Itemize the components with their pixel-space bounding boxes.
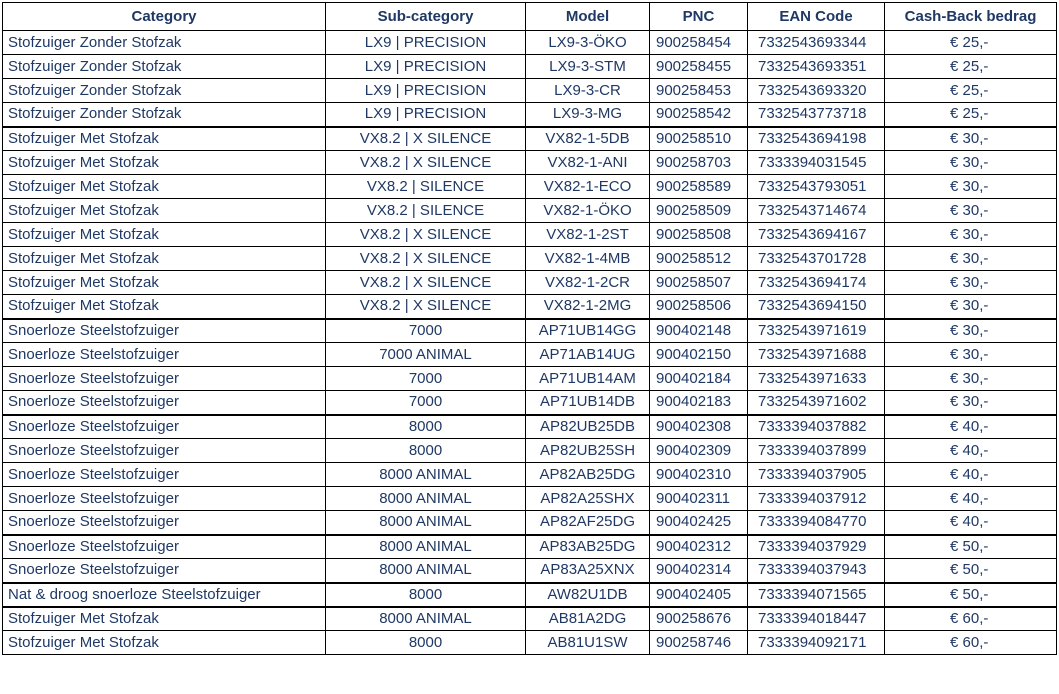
cell-cashback: € 25,- (885, 103, 1057, 127)
cell-sub-category: 7000 (326, 319, 526, 343)
cell-pnc: 900258453 (650, 79, 748, 103)
cell-sub-category: VX8.2 | X SILENCE (326, 223, 526, 247)
cell-pnc: 900258508 (650, 223, 748, 247)
table-row (3, 199, 1057, 223)
cell-category: Stofzuiger Met Stofzak (3, 295, 326, 319)
table-row (3, 583, 1057, 607)
cell-model: VX82-1-2ST (526, 223, 650, 247)
cell-sub-category: LX9 | PRECISION (326, 55, 526, 79)
cell-category: Stofzuiger Met Stofzak (3, 271, 326, 295)
cell-category: Stofzuiger Met Stofzak (3, 223, 326, 247)
cell-cashback: € 40,- (885, 463, 1057, 487)
cell-category: Stofzuiger Met Stofzak (3, 175, 326, 199)
cell-pnc: 900258506 (650, 295, 748, 319)
cell-model: LX9-3-CR (526, 79, 650, 103)
table-row (3, 631, 1057, 655)
cell-ean-code: 7332543693320 (748, 79, 885, 103)
cell-sub-category: VX8.2 | SILENCE (326, 175, 526, 199)
cell-cashback: € 30,- (885, 343, 1057, 367)
cell-category: Snoerloze Steelstofzuiger (3, 439, 326, 463)
cell-sub-category: 7000 (326, 391, 526, 415)
cell-sub-category: VX8.2 | X SILENCE (326, 271, 526, 295)
header-row (3, 3, 1057, 31)
cell-model: VX82-1-2MG (526, 295, 650, 319)
cell-ean-code: 7332543971619 (748, 319, 885, 343)
cell-category: Stofzuiger Met Stofzak (3, 199, 326, 223)
cell-category: Stofzuiger Zonder Stofzak (3, 79, 326, 103)
cell-ean-code: 7333394092171 (748, 631, 885, 655)
cell-ean-code: 7333394084770 (748, 511, 885, 535)
cell-ean-code: 7333394037882 (748, 415, 885, 439)
cell-category: Snoerloze Steelstofzuiger (3, 319, 326, 343)
cell-category: Stofzuiger Met Stofzak (3, 631, 326, 655)
cell-sub-category: VX8.2 | X SILENCE (326, 247, 526, 271)
cell-category: Nat & droog snoerloze Steelstofzuiger (3, 583, 326, 607)
cell-sub-category: 8000 ANIMAL (326, 535, 526, 559)
cell-sub-category: VX8.2 | X SILENCE (326, 151, 526, 175)
cell-category: Snoerloze Steelstofzuiger (3, 511, 326, 535)
cell-pnc: 900402425 (650, 511, 748, 535)
cell-cashback: € 50,- (885, 535, 1057, 559)
cell-category: Stofzuiger Zonder Stofzak (3, 103, 326, 127)
table-row (3, 487, 1057, 511)
cell-category: Snoerloze Steelstofzuiger (3, 367, 326, 391)
table-row (3, 175, 1057, 199)
cell-model: AW82U1DB (526, 583, 650, 607)
table-row (3, 439, 1057, 463)
cell-ean-code: 7332543793051 (748, 175, 885, 199)
cell-ean-code: 7333394037899 (748, 439, 885, 463)
cell-ean-code: 7333394037943 (748, 559, 885, 583)
table-row (3, 31, 1057, 55)
cell-category: Snoerloze Steelstofzuiger (3, 535, 326, 559)
cell-category: Snoerloze Steelstofzuiger (3, 559, 326, 583)
cell-pnc: 900402311 (650, 487, 748, 511)
cell-category: Snoerloze Steelstofzuiger (3, 343, 326, 367)
cell-cashback: € 25,- (885, 31, 1057, 55)
cell-model: VX82-1-5DB (526, 127, 650, 151)
cell-ean-code: 7333394037929 (748, 535, 885, 559)
table-row (3, 511, 1057, 535)
cell-sub-category: VX8.2 | X SILENCE (326, 295, 526, 319)
cell-pnc: 900258507 (650, 271, 748, 295)
cell-ean-code: 7332543693351 (748, 55, 885, 79)
cell-ean-code: 7332543694167 (748, 223, 885, 247)
cell-pnc: 900258455 (650, 55, 748, 79)
cell-sub-category: 8000 ANIMAL (326, 463, 526, 487)
header-category: Category (3, 3, 326, 31)
cell-cashback: € 50,- (885, 583, 1057, 607)
cell-pnc: 900402309 (650, 439, 748, 463)
cell-cashback: € 30,- (885, 199, 1057, 223)
table-row (3, 271, 1057, 295)
table-row (3, 247, 1057, 271)
cell-cashback: € 40,- (885, 487, 1057, 511)
cell-sub-category: VX8.2 | X SILENCE (326, 127, 526, 151)
cell-pnc: 900258676 (650, 607, 748, 631)
cell-pnc: 900258589 (650, 175, 748, 199)
cell-cashback: € 30,- (885, 271, 1057, 295)
cell-pnc: 900258509 (650, 199, 748, 223)
cell-cashback: € 30,- (885, 151, 1057, 175)
table-row (3, 415, 1057, 439)
cell-model: AP82AF25DG (526, 511, 650, 535)
cell-category: Stofzuiger Zonder Stofzak (3, 31, 326, 55)
cell-sub-category: LX9 | PRECISION (326, 31, 526, 55)
cell-model: VX82-1-ANI (526, 151, 650, 175)
header-model: Model (526, 3, 650, 31)
cell-model: VX82-1-ECO (526, 175, 650, 199)
cell-category: Stofzuiger Met Stofzak (3, 127, 326, 151)
cell-pnc: 900402312 (650, 535, 748, 559)
cell-cashback: € 60,- (885, 631, 1057, 655)
cell-pnc: 900402310 (650, 463, 748, 487)
cell-sub-category: 8000 ANIMAL (326, 511, 526, 535)
cell-ean-code: 7332543694174 (748, 271, 885, 295)
cell-pnc: 900258542 (650, 103, 748, 127)
cell-ean-code: 7332543701728 (748, 247, 885, 271)
table-body (3, 31, 1057, 655)
cell-sub-category: 8000 (326, 439, 526, 463)
cell-ean-code: 7333394037905 (748, 463, 885, 487)
cell-sub-category: 7000 (326, 367, 526, 391)
cell-model: AP83A25XNX (526, 559, 650, 583)
cell-category: Snoerloze Steelstofzuiger (3, 391, 326, 415)
table-row (3, 223, 1057, 247)
header-pnc: PNC (650, 3, 748, 31)
table-row (3, 607, 1057, 631)
cell-model: AP71AB14UG (526, 343, 650, 367)
cell-category: Stofzuiger Met Stofzak (3, 151, 326, 175)
cell-sub-category: VX8.2 | SILENCE (326, 199, 526, 223)
cashback-table (2, 2, 1057, 655)
cell-ean-code: 7332543971688 (748, 343, 885, 367)
cell-pnc: 900402148 (650, 319, 748, 343)
cell-category: Snoerloze Steelstofzuiger (3, 487, 326, 511)
cell-cashback: € 40,- (885, 415, 1057, 439)
cell-ean-code: 7332543773718 (748, 103, 885, 127)
cell-model: LX9-3-ÖKO (526, 31, 650, 55)
cell-ean-code: 7332543714674 (748, 199, 885, 223)
header-ean-code: EAN Code (748, 3, 885, 31)
table-row (3, 103, 1057, 127)
cell-model: VX82-1-ÖKO (526, 199, 650, 223)
table-row (3, 127, 1057, 151)
cell-sub-category: 8000 ANIMAL (326, 559, 526, 583)
cell-sub-category: 8000 ANIMAL (326, 607, 526, 631)
table-row (3, 559, 1057, 583)
cell-ean-code: 7333394031545 (748, 151, 885, 175)
table-row (3, 55, 1057, 79)
header-cashback: Cash-Back bedrag (885, 3, 1057, 31)
cell-sub-category: 8000 (326, 583, 526, 607)
cell-cashback: € 30,- (885, 175, 1057, 199)
header-sub-category: Sub-category (326, 3, 526, 31)
cell-pnc: 900402308 (650, 415, 748, 439)
cell-model: VX82-1-2CR (526, 271, 650, 295)
cell-pnc: 900258510 (650, 127, 748, 151)
cell-ean-code: 7332543694198 (748, 127, 885, 151)
table-row (3, 295, 1057, 319)
cell-pnc: 900402183 (650, 391, 748, 415)
cell-cashback: € 30,- (885, 319, 1057, 343)
table-row (3, 319, 1057, 343)
cell-ean-code: 7332543693344 (748, 31, 885, 55)
cell-model: AP82UB25DB (526, 415, 650, 439)
table-row (3, 79, 1057, 103)
cell-ean-code: 7332543971602 (748, 391, 885, 415)
cell-sub-category: 8000 (326, 415, 526, 439)
cell-cashback: € 40,- (885, 439, 1057, 463)
cell-cashback: € 30,- (885, 223, 1057, 247)
table-row (3, 343, 1057, 367)
cell-cashback: € 25,- (885, 55, 1057, 79)
cell-sub-category: 8000 (326, 631, 526, 655)
cell-model: AP71UB14AM (526, 367, 650, 391)
cell-pnc: 900258454 (650, 31, 748, 55)
cell-cashback: € 30,- (885, 367, 1057, 391)
cell-sub-category: 8000 ANIMAL (326, 487, 526, 511)
cell-category: Stofzuiger Met Stofzak (3, 607, 326, 631)
cell-model: AP71UB14DB (526, 391, 650, 415)
cell-pnc: 900258512 (650, 247, 748, 271)
cell-category: Snoerloze Steelstofzuiger (3, 415, 326, 439)
cell-model: VX82-1-4MB (526, 247, 650, 271)
table-row (3, 463, 1057, 487)
cell-cashback: € 30,- (885, 127, 1057, 151)
cell-ean-code: 7333394037912 (748, 487, 885, 511)
cell-pnc: 900402405 (650, 583, 748, 607)
cell-category: Stofzuiger Met Stofzak (3, 247, 326, 271)
cell-model: AP82UB25SH (526, 439, 650, 463)
table-row (3, 151, 1057, 175)
cell-ean-code: 7332543971633 (748, 367, 885, 391)
cell-model: LX9-3-MG (526, 103, 650, 127)
cell-model: AP82AB25DG (526, 463, 650, 487)
cell-ean-code: 7333394018447 (748, 607, 885, 631)
cell-model: AP71UB14GG (526, 319, 650, 343)
table-row (3, 535, 1057, 559)
cell-cashback: € 50,- (885, 559, 1057, 583)
cell-model: AB81A2DG (526, 607, 650, 631)
table-row (3, 391, 1057, 415)
cell-model: AP83AB25DG (526, 535, 650, 559)
cell-sub-category: LX9 | PRECISION (326, 79, 526, 103)
cell-cashback: € 30,- (885, 295, 1057, 319)
cell-pnc: 900402184 (650, 367, 748, 391)
cell-category: Snoerloze Steelstofzuiger (3, 463, 326, 487)
cell-cashback: € 30,- (885, 247, 1057, 271)
cell-ean-code: 7332543694150 (748, 295, 885, 319)
cell-cashback: € 25,- (885, 79, 1057, 103)
cell-cashback: € 60,- (885, 607, 1057, 631)
cell-category: Stofzuiger Zonder Stofzak (3, 55, 326, 79)
table-row (3, 367, 1057, 391)
cell-ean-code: 7333394071565 (748, 583, 885, 607)
cell-model: AB81U1SW (526, 631, 650, 655)
cell-sub-category: LX9 | PRECISION (326, 103, 526, 127)
cell-pnc: 900402314 (650, 559, 748, 583)
cell-model: AP82A25SHX (526, 487, 650, 511)
cell-cashback: € 40,- (885, 511, 1057, 535)
cell-model: LX9-3-STM (526, 55, 650, 79)
cell-pnc: 900258746 (650, 631, 748, 655)
cell-cashback: € 30,- (885, 391, 1057, 415)
cell-pnc: 900258703 (650, 151, 748, 175)
cell-sub-category: 7000 ANIMAL (326, 343, 526, 367)
cell-pnc: 900402150 (650, 343, 748, 367)
